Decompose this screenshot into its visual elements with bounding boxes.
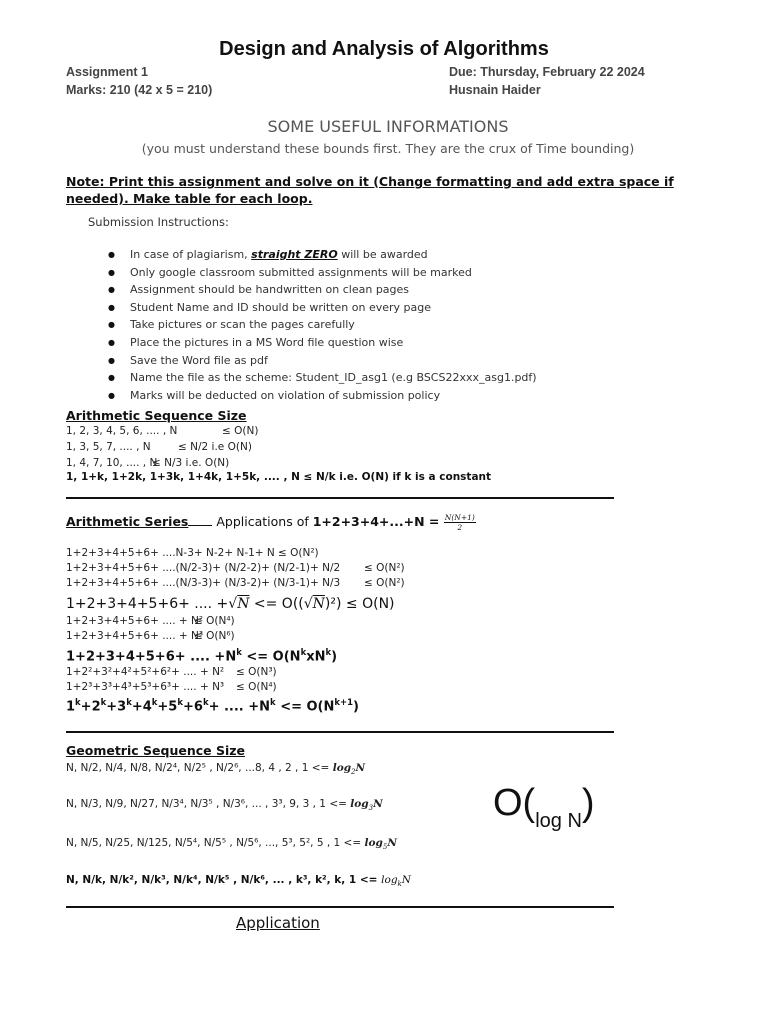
- list-item-text: Save the Word file as pdf: [130, 353, 268, 367]
- series-bound: ≤ O(N⁴): [194, 615, 235, 627]
- series-bound: ≤ O(N²): [278, 547, 319, 559]
- submission-heading: Submission Instructions:: [88, 215, 229, 229]
- list-item-text: Assignment should be handwritten on clean pages: [130, 283, 410, 297]
- geo-seq-line: [66, 874, 411, 888]
- application-heading: Application: [236, 914, 320, 932]
- math-var: N: [312, 596, 325, 612]
- divider: [66, 906, 614, 908]
- log-base: k: [397, 880, 402, 889]
- applications-formula: 1+2+3+4+...+N =: [312, 514, 444, 529]
- series-expr: xN: [306, 649, 326, 665]
- divider: [66, 731, 614, 733]
- list-item-text: Place the pictures in a MS Word file question wise: [130, 335, 404, 349]
- fraction-denominator: 2: [457, 523, 463, 532]
- log-label: log: [332, 762, 352, 774]
- superscript: k: [100, 697, 107, 707]
- arith-seq-general: 1, 1+k, 1+2k, 1+3k, 1+4k, 1+5k, .... , N ≤ N/k i.e. O(N) if k is a constant: [66, 471, 492, 483]
- superscript: k: [300, 647, 307, 657]
- blank-line: [188, 513, 212, 526]
- series-expr: +4: [131, 699, 152, 715]
- log-arg: N: [355, 762, 366, 774]
- series-expr: <= O(N: [275, 699, 335, 715]
- series-expr: 1+2+3+4+5+6+ .... +√: [66, 596, 238, 612]
- superscript: k: [126, 697, 132, 707]
- geo-seq-line: [66, 798, 383, 812]
- series-bound: ≤ O(N⁴): [236, 681, 277, 693]
- marks-label: Marks: 210 (42 x 5 = 210): [66, 83, 213, 97]
- log-arg: N: [373, 798, 383, 810]
- series-expr: ): [352, 699, 359, 715]
- series-expr: 1+2³+3³+4³+5³+6³+ .... + N³: [66, 681, 225, 693]
- geo-seq-text: N, N/3, N/9, N/27, N/3⁴, N/3⁵ , N/3⁶, ... , 3³, 9, 3 , 1 <=: [66, 798, 351, 810]
- geo-seq-text: N, N/2, N/4, N/8, N/2⁴, N/2⁵ , N/2⁶, ...8, 4 , 2 , 1 <=: [66, 762, 333, 774]
- list-item-text: Student Name and ID should be written on every page: [130, 300, 432, 314]
- geo-seq-text: N, N/5, N/25, N/125, N/5⁴, N/5⁵ , N/5⁶, ..., 5³, 5², 5 , 1 <=: [66, 837, 365, 849]
- series-expr: ): [331, 649, 338, 665]
- arith-seq-line: 1, 3, 5, 7, .... , N: [66, 441, 151, 453]
- series-expr: +6: [182, 699, 203, 715]
- list-item: [88, 371, 537, 389]
- list-item-text: In case of plagiarism,: [130, 248, 252, 261]
- series-bound: ≤ O(N²): [364, 562, 405, 574]
- arith-series-header: [66, 513, 476, 532]
- section-title: SOME USEFUL INFORMATIONS: [267, 117, 509, 136]
- series-expr: 1+2+3+4+5+6+ ....(N/3-3)+ (N/3-2)+ (N/3-1)+ N/3: [66, 577, 341, 589]
- list-item-text: Name the file as the scheme: Student_ID_asg1 (e.g BSCS22xxx_asg1.pdf): [130, 371, 537, 385]
- series-expr: 1+2+3+4+5+6+ .... + N³: [66, 630, 204, 642]
- series-bound: ≤ O(N⁶): [194, 630, 235, 642]
- big-o-close: ): [581, 782, 595, 824]
- arith-seq-bound: ≤ N/2 i.e O(N): [178, 441, 252, 453]
- series-expr: 1+2+3+4+5+6+ ....N-3+ N-2+ N-1+ N: [66, 547, 275, 559]
- log-arg: N: [401, 874, 411, 886]
- log-base: 2: [351, 768, 356, 777]
- series-sqrt-line: [66, 596, 395, 612]
- series-bound: ≤ O(N³): [236, 666, 277, 678]
- list-item: [88, 354, 537, 372]
- arith-seq-bound: ≤ N/3 i.e. O(N): [152, 457, 230, 469]
- series-expr: 1+2²+3²+4²+5²+6²+ .... + N²: [66, 666, 225, 678]
- list-item: [88, 266, 537, 284]
- math-var: N: [237, 596, 250, 612]
- series-power-k-line: [66, 647, 337, 664]
- list-item: [88, 301, 537, 319]
- fraction: [444, 513, 476, 532]
- print-note: Note: Print this assignment and solve on it (Change formatting and add extra space if needed). Make table for each loop.: [66, 174, 674, 206]
- big-o-log-n: [493, 782, 595, 833]
- geo-seq-line: [66, 762, 365, 776]
- list-item: [88, 389, 537, 407]
- divider: [66, 497, 614, 499]
- series-expr: 1+2+3+4+5+6+ .... +N: [66, 649, 237, 665]
- series-expr: <= O((√: [249, 596, 313, 612]
- due-date: Due: Thursday, February 22 2024: [449, 65, 645, 79]
- series-bound: ≤ O(N²): [364, 577, 405, 589]
- arith-seq-line: 1, 4, 7, 10, .... , N: [66, 457, 158, 469]
- section-subtitle: (you must understand these bounds first. They are the crux of Time bounding): [141, 141, 635, 156]
- submission-instructions-list: [88, 248, 537, 406]
- superscript: k: [177, 697, 183, 707]
- superscript: k: [151, 697, 158, 707]
- geo-seq-line: [66, 837, 397, 851]
- series-general-line: [66, 697, 359, 714]
- series-expr: 1: [66, 699, 76, 715]
- series-expr: +5: [157, 699, 178, 715]
- series-expr: 1+2+3+4+5+6+ .... + N²: [66, 615, 204, 627]
- arith-seq-bound: ≤ O(N): [222, 425, 259, 437]
- arith-seq-line: 1, 2, 3, 4, 5, 6, .... , N: [66, 425, 178, 437]
- list-item: [88, 248, 537, 266]
- arith-series-heading: Arithmetic Series: [66, 514, 189, 529]
- list-item: [88, 336, 537, 354]
- log-label: log: [350, 798, 369, 810]
- assignment-label: Assignment 1: [66, 65, 148, 79]
- log-label: log: [381, 874, 398, 886]
- superscript: k+1: [334, 697, 353, 707]
- arith-seq-heading: Arithmetic Sequence Size: [66, 408, 247, 423]
- superscript: k: [270, 697, 276, 707]
- log-base: 5: [382, 843, 388, 852]
- geo-seq-heading: Geometric Sequence Size: [66, 743, 245, 758]
- superscript: k: [236, 647, 242, 657]
- list-item-text: Take pictures or scan the pages carefully: [130, 318, 355, 332]
- geo-seq-text: N, N/k, N/k², N/k³, N/k⁴, N/k⁵ , N/k⁶, ... , k³, k², k, 1 <=: [66, 874, 382, 886]
- series-expr: 1+2+3+4+5+6+ ....(N/2-3)+ (N/2-2)+ (N/2-1)+ N/2: [66, 562, 341, 574]
- log-base: 3: [368, 804, 374, 813]
- log-arg: N: [387, 837, 397, 849]
- list-item-text: will be awarded: [337, 248, 428, 261]
- applications-text: Applications of: [216, 514, 313, 529]
- series-expr: +2: [80, 699, 101, 715]
- list-item-text: Only google classroom submitted assignments will be marked: [130, 265, 472, 279]
- big-o-open: O(: [493, 782, 536, 824]
- log-label: log: [364, 837, 383, 849]
- big-o-sub: log N: [535, 810, 582, 832]
- series-expr: +3: [106, 699, 127, 715]
- list-item: [88, 318, 537, 336]
- list-item: [88, 283, 537, 301]
- author-name: Husnain Haider: [449, 83, 541, 97]
- fraction-numerator: N(N+1): [444, 513, 475, 522]
- list-item-text: Marks will be deducted on violation of submission policy: [130, 388, 441, 402]
- superscript: k: [325, 647, 332, 657]
- series-expr: <= O(N: [241, 649, 301, 665]
- series-expr: + .... +N: [208, 699, 271, 715]
- superscript: k: [75, 697, 81, 707]
- superscript: k: [202, 697, 209, 707]
- document-title: Design and Analysis of Algorithms: [219, 38, 549, 60]
- emphasis-text: straight ZERO: [251, 248, 338, 261]
- series-bound: )²) ≤ O(N): [324, 596, 395, 612]
